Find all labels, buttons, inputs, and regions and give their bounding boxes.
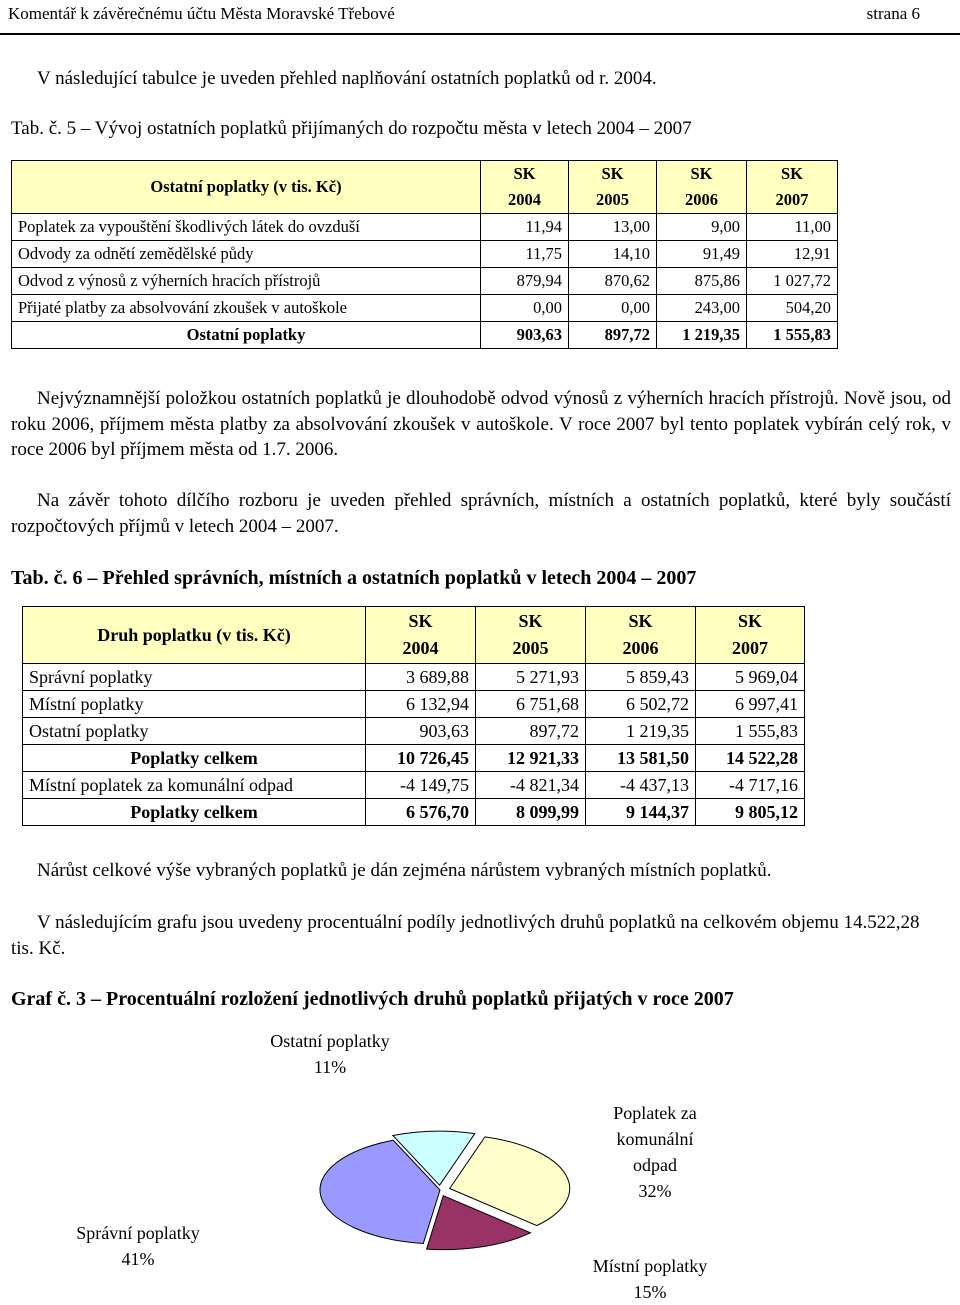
row-label: Odvody za odnětí zemědělské půdy	[12, 241, 481, 268]
cell-value: 897,72	[476, 718, 586, 745]
row-label: Ostatní poplatky	[12, 322, 481, 349]
cell-value: 870,62	[569, 268, 657, 295]
row-label: Místní poplatek za komunální odpad	[23, 772, 366, 799]
row-label: Správní poplatky	[23, 664, 366, 691]
row-label: Poplatek za vypouštění škodlivých látek do ovzduší	[12, 214, 481, 241]
cell-value: 243,00	[657, 295, 747, 322]
table5-head: Ostatní poplatky (v tis. Kč)	[12, 161, 481, 214]
page-number: strana 6	[866, 4, 920, 23]
row-label: Poplatky celkem	[23, 799, 366, 826]
cell-value: 5 271,93	[476, 664, 586, 691]
cell-value: -4 437,13	[586, 772, 696, 799]
cell-value: 11,94	[481, 214, 569, 241]
cell-value: 0,00	[569, 295, 657, 322]
cell-value: 1 219,35	[657, 322, 747, 349]
cell-value: 0,00	[481, 295, 569, 322]
cell-value: 1 555,83	[747, 322, 838, 349]
header-title: Komentář k závěrečnému účtu Města Moravské Třebové	[8, 4, 395, 23]
cell-value: 504,20	[747, 295, 838, 322]
cell-value: 11,00	[747, 214, 838, 241]
table6-year-header: SK 2006	[586, 607, 696, 664]
cell-value: 903,63	[481, 322, 569, 349]
cell-value: 6 997,41	[696, 691, 805, 718]
row-label: Ostatní poplatky	[23, 718, 366, 745]
row-label: Odvod z výnosů z výherních hracích přístrojů	[12, 268, 481, 295]
cell-value: 897,72	[569, 322, 657, 349]
cell-value: 14,10	[569, 241, 657, 268]
cell-value: -4 821,34	[476, 772, 586, 799]
row-label: Přijaté platby za absolvování zkoušek v autoškole	[12, 295, 481, 322]
cell-value: 1 555,83	[696, 718, 805, 745]
table6-year-header: SK 2004	[366, 607, 476, 664]
cell-value: 903,63	[366, 718, 476, 745]
cell-value: 879,94	[481, 268, 569, 295]
cell-value: 6 132,94	[366, 691, 476, 718]
intro-paragraph: V následující tabulce je uveden přehled naplňování ostatních poplatků od r. 2004.	[37, 68, 657, 89]
cell-value: 13 581,50	[586, 745, 696, 772]
cell-value: -4 149,75	[366, 772, 476, 799]
cell-value: 12 921,33	[476, 745, 586, 772]
paragraph-2: Na závěr tohoto dílčího rozboru je uveden přehled správních, místních a ostatních poplatků, které byly součástí rozpočtových příjmů v letech 2004 – 2007.	[11, 490, 951, 537]
graph-caption: Graf č. 3 – Procentuální rozložení jednotlivých druhů poplatků přijatých v roce 2007	[11, 988, 734, 1010]
row-label: Poplatky celkem	[23, 745, 366, 772]
cell-value: 11,75	[481, 241, 569, 268]
cell-value: 9,00	[657, 214, 747, 241]
cell-value: 6 751,68	[476, 691, 586, 718]
table6-head: Druh poplatku (v tis. Kč)	[23, 607, 366, 664]
pie-label-ostatni: Ostatní poplatky 11%	[270, 1031, 390, 1077]
pie-label-mistni: Místní poplatky 15%	[592, 1256, 708, 1302]
paragraph-3: Nárůst celkové výše vybraných poplatků je dán zejména nárůstem vybraných místních poplatků.	[37, 860, 772, 881]
pie-label-odpad: Poplatek za komunální odpad 32%	[613, 1103, 697, 1201]
cell-value: 14 522,28	[696, 745, 805, 772]
cell-value: 5 859,43	[586, 664, 696, 691]
cell-value: 8 099,99	[476, 799, 586, 826]
cell-value: 5 969,04	[696, 664, 805, 691]
cell-value: 3 689,88	[366, 664, 476, 691]
table5-year-header: SK 2007	[747, 161, 838, 214]
cell-value: 9 805,12	[696, 799, 805, 826]
cell-value: 9 144,37	[586, 799, 696, 826]
cell-value: 91,49	[657, 241, 747, 268]
cell-value: -4 717,16	[696, 772, 805, 799]
table5-year-header: SK 2004	[481, 161, 569, 214]
table5-year-header: SK 2006	[657, 161, 747, 214]
cell-value: 875,86	[657, 268, 747, 295]
table6-caption: Tab. č. 6 – Přehled správních, místních a ostatních poplatků v letech 2004 – 2007	[11, 567, 697, 589]
table5-year-header: SK 2005	[569, 161, 657, 214]
row-label: Místní poplatky	[23, 691, 366, 718]
table5-caption: Tab. č. 5 – Vývoj ostatních poplatků přijímaných do rozpočtu města v letech 2004 – 2007	[11, 118, 692, 139]
cell-value: 13,00	[569, 214, 657, 241]
table6-year-header: SK 2005	[476, 607, 586, 664]
table6-year-header: SK 2007	[696, 607, 805, 664]
cell-value: 1 219,35	[586, 718, 696, 745]
cell-value: 10 726,45	[366, 745, 476, 772]
cell-value: 6 502,72	[586, 691, 696, 718]
cell-value: 6 576,70	[366, 799, 476, 826]
pie-label-spravni: Správní poplatky 41%	[76, 1223, 200, 1269]
paragraph-1: Nejvýznamnější položkou ostatních poplatků je dlouhodobě odvod výnosů z výherních hracích přístrojů. Nově jsou, od roku 2006, příjmem města platby za absolvování zkoušek v autoškole. V roce 2007 byl tento poplatek vybírán celý rok, v roce 2006 byl příjmem města od 1.7. 2006.	[11, 388, 951, 460]
cell-value: 12,91	[747, 241, 838, 268]
paragraph-4: V následujícím grafu jsou uvedeny procentuální podíly jednotlivých druhů poplatků na celkovém objemu 14.522,28 tis. Kč.	[11, 912, 920, 959]
cell-value: 1 027,72	[747, 268, 838, 295]
